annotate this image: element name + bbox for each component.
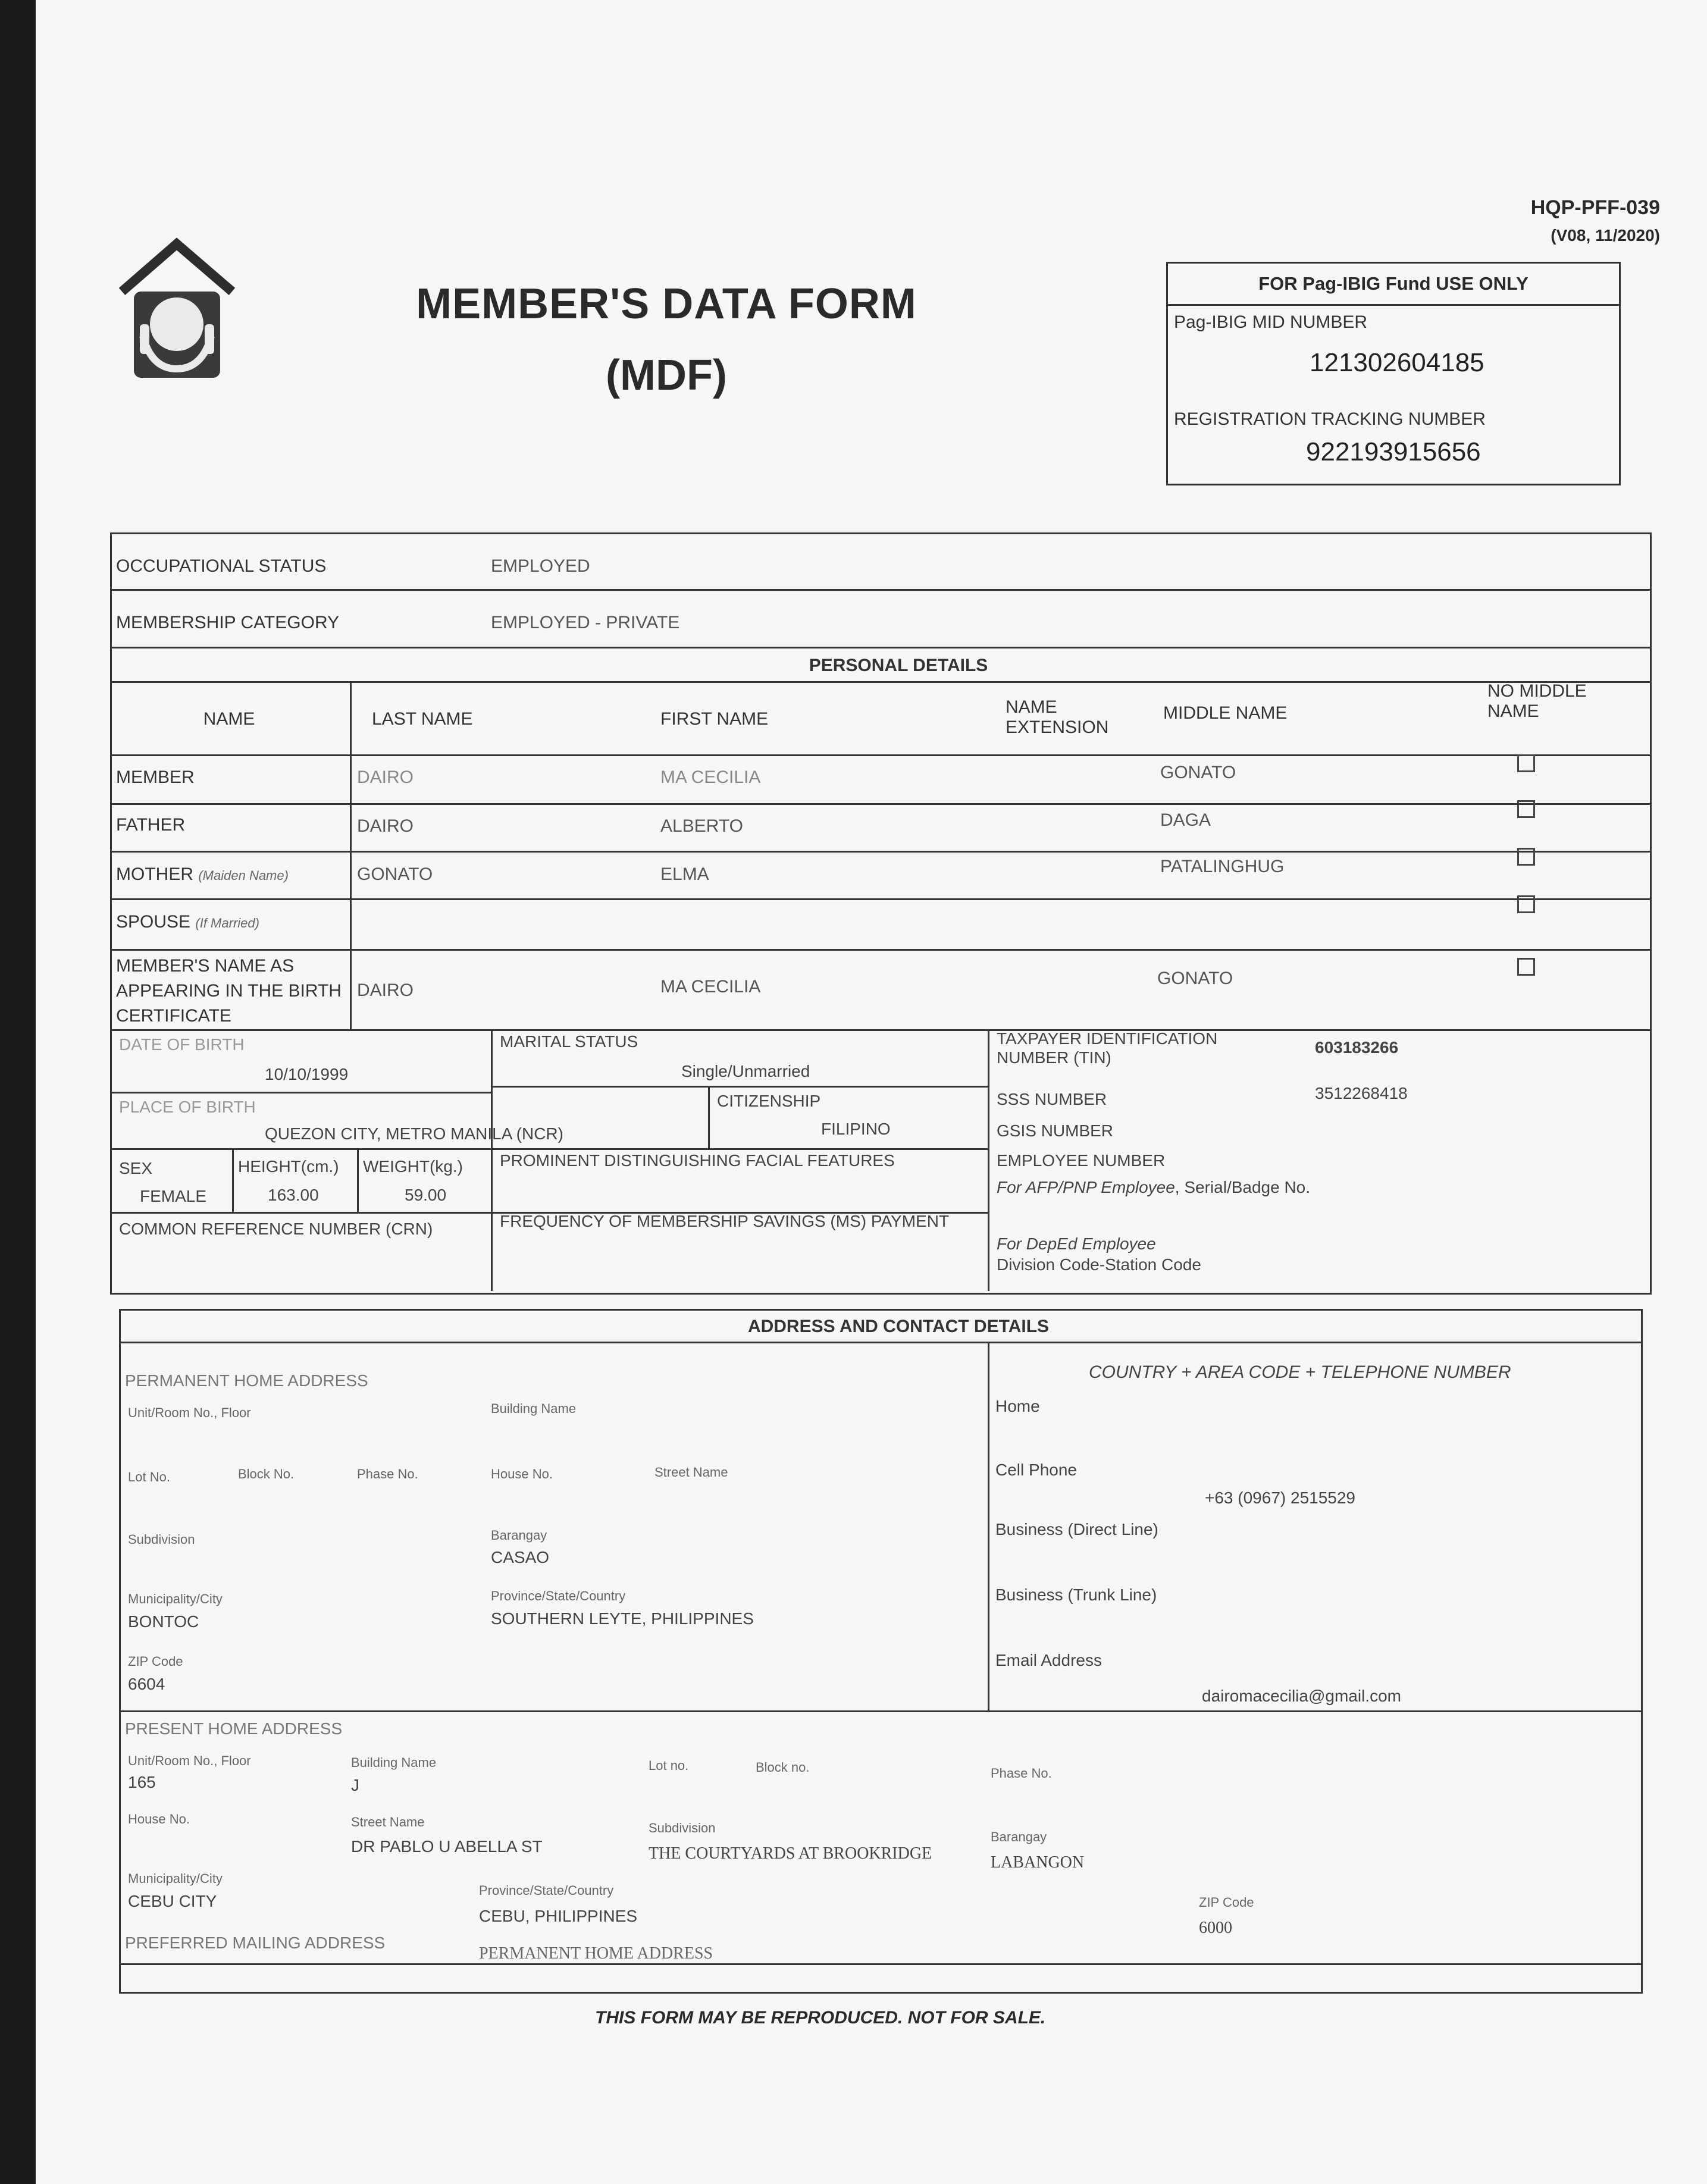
home-phone-label: Home <box>995 1397 1040 1415</box>
member-label: MEMBER <box>116 767 195 787</box>
office-use-box <box>1166 262 1621 485</box>
col-last-name: LAST NAME <box>372 709 473 729</box>
email-label: Email Address <box>995 1651 1102 1669</box>
weight-value: 59.00 <box>405 1186 447 1204</box>
col-no-middle-name: NO MIDDLE NAME <box>1487 681 1587 721</box>
member-middle-name: GONATO <box>1160 763 1236 782</box>
col-name-extension: NAME EXTENSION <box>1006 697 1109 737</box>
perm-house-label: House No. <box>491 1467 553 1481</box>
office-use-heading: FOR Pag-IBIG Fund USE ONLY <box>1168 264 1619 306</box>
deped-label: For DepEd Employee <box>997 1234 1156 1253</box>
perm-unit-label: Unit/Room No., Floor <box>128 1405 251 1420</box>
mid-label: Pag-IBIG MID NUMBER <box>1174 312 1368 332</box>
pres-barangay-value: LABANGON <box>991 1853 1085 1872</box>
member-no-middle-checkbox[interactable] <box>1517 754 1535 772</box>
pres-unit-value: 165 <box>128 1773 156 1791</box>
dob-label: DATE OF BIRTH <box>119 1035 245 1054</box>
present-address-heading: PRESENT HOME ADDRESS <box>125 1719 343 1738</box>
mother-first-name: ELMA <box>660 864 709 884</box>
business-direct-label: Business (Direct Line) <box>995 1520 1158 1538</box>
footer-note: THIS FORM MAY BE REPRODUCED. NOT FOR SALE. <box>595 2008 1046 2028</box>
perm-block-label: Block No. <box>238 1467 295 1481</box>
perm-zip-label: ZIP Code <box>128 1654 183 1669</box>
pres-street-label: Street Name <box>351 1815 425 1829</box>
perm-zip-value: 6604 <box>128 1675 165 1693</box>
father-first-name: ALBERTO <box>660 816 743 836</box>
father-label: FATHER <box>116 815 186 835</box>
mother-label: MOTHER (Maiden Name) <box>116 864 289 884</box>
deped-code-label: Division Code-Station Code <box>997 1255 1201 1274</box>
birth-cert-label: MEMBER'S NAME AS APPEARING IN THE BIRTH CERTIFICATE <box>116 956 342 1026</box>
pres-zip-label: ZIP Code <box>1199 1895 1254 1910</box>
cell-phone-label: Cell Phone <box>995 1461 1077 1479</box>
spouse-no-middle-checkbox[interactable] <box>1517 895 1535 913</box>
perm-street-label: Street Name <box>654 1465 728 1480</box>
pres-phase-label: Phase No. <box>991 1766 1052 1781</box>
perm-lot-label: Lot No. <box>128 1469 170 1484</box>
perm-subdivision-label: Subdivision <box>128 1532 195 1547</box>
perm-municipality-value: BONTOC <box>128 1612 199 1631</box>
sex-value: FEMALE <box>140 1187 207 1205</box>
pres-province-value: CEBU, PHILIPPINES <box>479 1907 638 1925</box>
membership-category-value: EMPLOYED - PRIVATE <box>491 613 680 632</box>
ms-frequency-label: FREQUENCY OF MEMBERSHIP SAVINGS (MS) PAYMENT <box>500 1212 950 1230</box>
address-contact-heading: ADDRESS AND CONTACT DETAILS <box>747 1317 1050 1336</box>
sex-label: SEX <box>119 1159 153 1177</box>
facial-features-label: PROMINENT DISTINGUISHING FACIAL FEATURES <box>500 1151 895 1170</box>
place-of-birth-value: QUEZON CITY, METRO MANILA (NCR) <box>265 1124 563 1143</box>
mother-no-middle-checkbox[interactable] <box>1517 848 1535 866</box>
col-name: NAME <box>203 709 255 729</box>
birth-cert-first-name: MA CECILIA <box>660 977 761 997</box>
email-value: dairomacecilia@gmail.com <box>1202 1687 1401 1705</box>
permanent-address-heading: PERMANENT HOME ADDRESS <box>125 1371 368 1390</box>
crn-label: COMMON REFERENCE NUMBER (CRN) <box>119 1220 433 1238</box>
form-code: HQP-PFF-039 <box>1530 196 1660 219</box>
mother-last-name: GONATO <box>357 864 433 884</box>
perm-municipality-label: Municipality/City <box>128 1591 223 1606</box>
perm-phase-label: Phase No. <box>357 1467 418 1481</box>
member-first-name: MA CECILIA <box>660 767 761 787</box>
sss-label: SSS NUMBER <box>997 1090 1107 1108</box>
pres-building-value: J <box>351 1776 359 1794</box>
pagibig-logo <box>116 235 238 384</box>
form-page <box>36 0 1707 2184</box>
pres-house-label: House No. <box>128 1812 190 1826</box>
sss-value: 3512268418 <box>1315 1084 1408 1102</box>
marital-status-value: Single/Unmarried <box>681 1062 810 1080</box>
father-last-name: DAIRO <box>357 816 414 836</box>
col-first-name: FIRST NAME <box>660 709 769 729</box>
address-form-box <box>119 1309 1643 1994</box>
pres-block-label: Block no. <box>756 1760 810 1775</box>
spouse-label: SPOUSE (If Married) <box>116 912 259 932</box>
tin-label: TAXPAYER IDENTIFICATION NUMBER (TIN) <box>997 1029 1218 1067</box>
perm-province-value: SOUTHERN LEYTE, PHILIPPINES <box>491 1609 754 1628</box>
birth-cert-middle-name: GONATO <box>1157 969 1233 988</box>
personal-details-heading: PERSONAL DETAILS <box>809 656 988 675</box>
form-title: MEMBER'S DATA FORM <box>416 280 917 328</box>
occupational-status-label: OCCUPATIONAL STATUS <box>116 556 327 576</box>
marital-status-label: MARITAL STATUS <box>500 1032 638 1051</box>
perm-barangay-value: CASAO <box>491 1548 550 1566</box>
pres-zip-value: 6000 <box>1199 1919 1232 1937</box>
preferred-mailing-value: PERMANENT HOME ADDRESS <box>479 1944 713 1963</box>
height-label: HEIGHT(cm.) <box>238 1157 339 1176</box>
employee-number-label: EMPLOYEE NUMBER <box>997 1151 1166 1170</box>
perm-province-label: Province/State/Country <box>491 1588 626 1603</box>
citizenship-label: CITIZENSHIP <box>717 1092 821 1110</box>
pres-unit-label: Unit/Room No., Floor <box>128 1753 251 1768</box>
membership-category-label: MEMBERSHIP CATEGORY <box>116 613 340 632</box>
weight-label: WEIGHT(kg.) <box>363 1157 463 1176</box>
form-subtitle: (MDF) <box>606 352 727 399</box>
mid-value: 121302604185 <box>1310 348 1484 377</box>
afp-pnp-label: For AFP/PNP Employee, Serial/Badge No. <box>997 1178 1311 1196</box>
father-no-middle-checkbox[interactable] <box>1517 800 1535 818</box>
place-of-birth-label: PLACE OF BIRTH <box>119 1098 256 1116</box>
contact-heading: COUNTRY + AREA CODE + TELEPHONE NUMBER <box>1089 1362 1511 1382</box>
rtn-label: REGISTRATION TRACKING NUMBER <box>1174 409 1486 429</box>
height-value: 163.00 <box>268 1186 319 1204</box>
pres-province-label: Province/State/Country <box>479 1883 614 1898</box>
pres-municipality-label: Municipality/City <box>128 1871 223 1886</box>
birth-cert-last-name: DAIRO <box>357 980 414 1000</box>
tin-value: 603183266 <box>1315 1038 1399 1057</box>
pres-subdivision-value: THE COURTYARDS AT BROOKRIDGE <box>649 1844 932 1863</box>
pres-lot-label: Lot no. <box>649 1758 689 1773</box>
rtn-value: 922193915656 <box>1306 437 1481 466</box>
dob-value: 10/10/1999 <box>265 1065 349 1083</box>
mother-middle-name: PATALINGHUG <box>1160 857 1285 876</box>
occupational-status-value: EMPLOYED <box>491 556 590 576</box>
pres-street-value: DR PABLO U ABELLA ST <box>351 1837 543 1856</box>
perm-building-label: Building Name <box>491 1401 577 1416</box>
pres-municipality-value: CEBU CITY <box>128 1892 217 1910</box>
business-trunk-label: Business (Trunk Line) <box>995 1585 1157 1604</box>
citizenship-value: FILIPINO <box>821 1120 891 1138</box>
pres-subdivision-label: Subdivision <box>649 1820 716 1835</box>
cell-phone-value: +63 (0967) 2515529 <box>1205 1489 1355 1507</box>
father-middle-name: DAGA <box>1160 810 1211 830</box>
col-middle-name: MIDDLE NAME <box>1163 703 1288 723</box>
pres-barangay-label: Barangay <box>991 1829 1047 1844</box>
preferred-mailing-label: PREFERRED MAILING ADDRESS <box>125 1934 386 1952</box>
form-version: (V08, 11/2020) <box>1551 226 1660 245</box>
pres-building-label: Building Name <box>351 1755 437 1770</box>
birth-cert-no-middle-checkbox[interactable] <box>1517 958 1535 976</box>
member-last-name: DAIRO <box>357 767 414 787</box>
gsis-label: GSIS NUMBER <box>997 1121 1114 1140</box>
perm-barangay-label: Barangay <box>491 1528 547 1543</box>
